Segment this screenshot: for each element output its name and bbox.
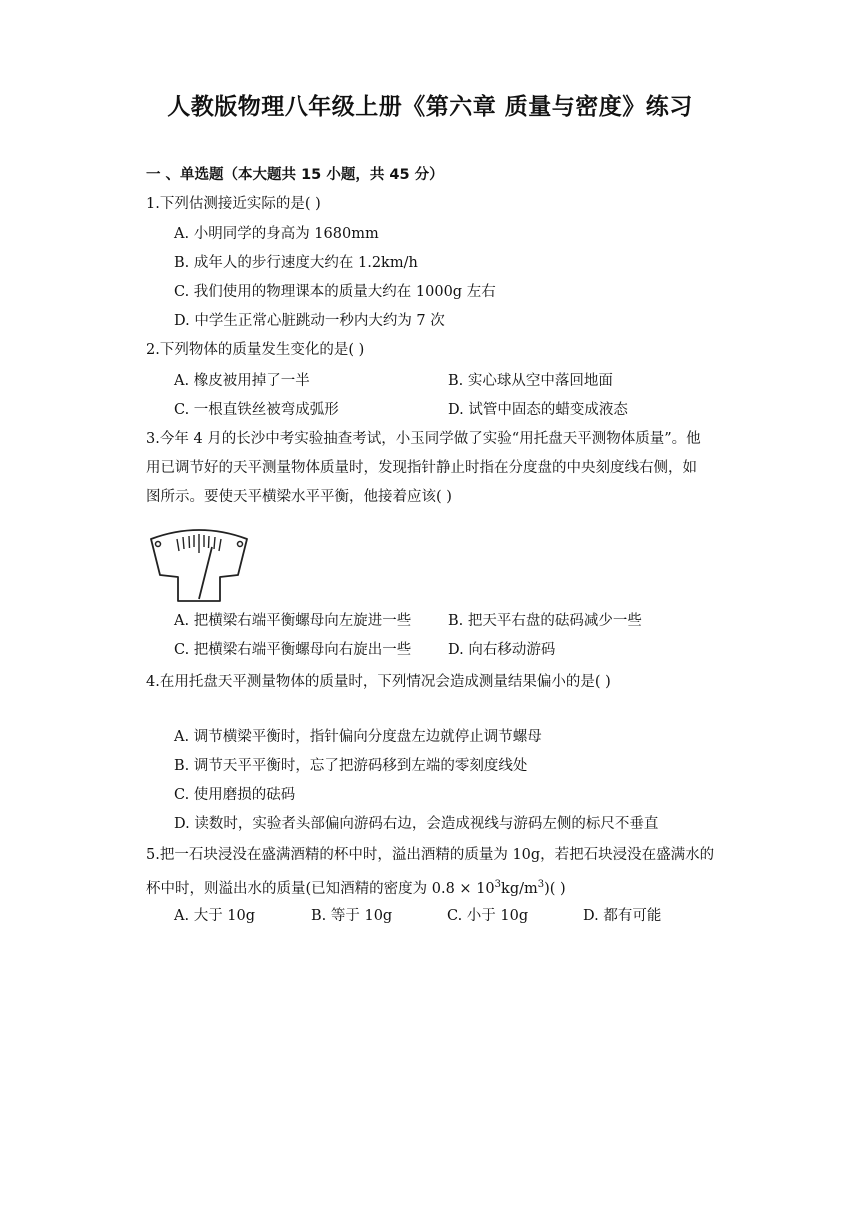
question-2-stem: 2.下列物体的质量发生变化的是( ) xyxy=(146,342,365,358)
question-2-option-b: B. 实心球从空中落回地面 xyxy=(448,373,613,389)
question-2-option-d: D. 试管中固态的蜡变成液态 xyxy=(448,402,628,418)
question-5-option-c: C. 小于 10g xyxy=(447,908,529,924)
question-2-option-c: C. 一根直铁丝被弯成弧形 xyxy=(174,402,339,418)
question-5-stem-text: 5.把一石块浸没在盛满酒精的杯中时，溢出酒精的质量为 10g，若把石块浸没在盛满水的杯中时，则溢出水的质量(已知酒精的密度为 xyxy=(146,847,715,897)
balance-dial-figure xyxy=(146,523,252,603)
question-5-option-a: A. 大于 10g xyxy=(174,908,256,924)
question-5-option-b: B. 等于 10g xyxy=(311,908,393,924)
question-3-option-c: C. 把横梁右端平衡螺母向右旋出一些 xyxy=(174,642,412,658)
question-1-stem: 1.下列估测接近实际的是( ) xyxy=(146,196,321,212)
section-heading: 一 、单选题（本大题共 15 小题，共 45 分） xyxy=(146,167,444,183)
question-1-option-c: C. 我们使用的物理课本的质量大约在 1000g 左右 xyxy=(174,284,496,300)
question-2-option-a: A. 橡皮被用掉了一半 xyxy=(174,373,310,389)
question-4-option-a: A. 调节横梁平衡时，指针偏向分度盘左边就停止调节螺母 xyxy=(174,729,542,745)
question-3-option-d: D. 向右移动游码 xyxy=(448,642,556,658)
document-title: 人教版物理八年级上册《第六章 质量与密度》练习 xyxy=(167,94,693,120)
question-5-stem-end: )( ) xyxy=(544,881,566,897)
question-3-option-b: B. 把天平右盘的砝码减少一些 xyxy=(448,613,642,629)
question-3-stem: 3.今年 4 月的长沙中考实验抽查考试，小玉同学做了实验“用托盘天平测物体质量”。他用已调节好的天平测量物体质量时，发现指针静止时指在分度盘的中央刻度线右侧，如图所示。要使天平横梁水平平衡，他接着应该( ) xyxy=(146,431,701,505)
question-4-stem: 4.在用托盘天平测量物体的质量时，下列情况会造成测量结果偏小的是( ) xyxy=(146,674,611,690)
question-1-option-d: D. 中学生正常心脏跳动一秒内大约为 7 次 xyxy=(174,313,445,329)
question-1-option-b: B. 成年人的步行速度大约在 1.2km/h xyxy=(174,255,418,271)
question-5-stem xyxy=(146,841,716,904)
question-5-option-d: D. 都有可能 xyxy=(583,908,662,924)
density-formula: $0.8 \times 10^3kg/m^3$ xyxy=(431,879,545,897)
question-4-option-d: D. 读数时，实验者头部偏向游码右边，会造成视线与游码左侧的标尺不垂直 xyxy=(174,816,659,832)
question-1-option-a: A. 小明同学的身高为 1680mm xyxy=(174,226,379,242)
question-4-option-b: B. 调节天平平衡时，忘了把游码移到左端的零刻度线处 xyxy=(174,758,528,774)
question-4-option-c: C. 使用磨损的砝码 xyxy=(174,787,296,803)
question-3-option-a: A. 把横梁右端平衡螺母向左旋进一些 xyxy=(174,613,412,629)
